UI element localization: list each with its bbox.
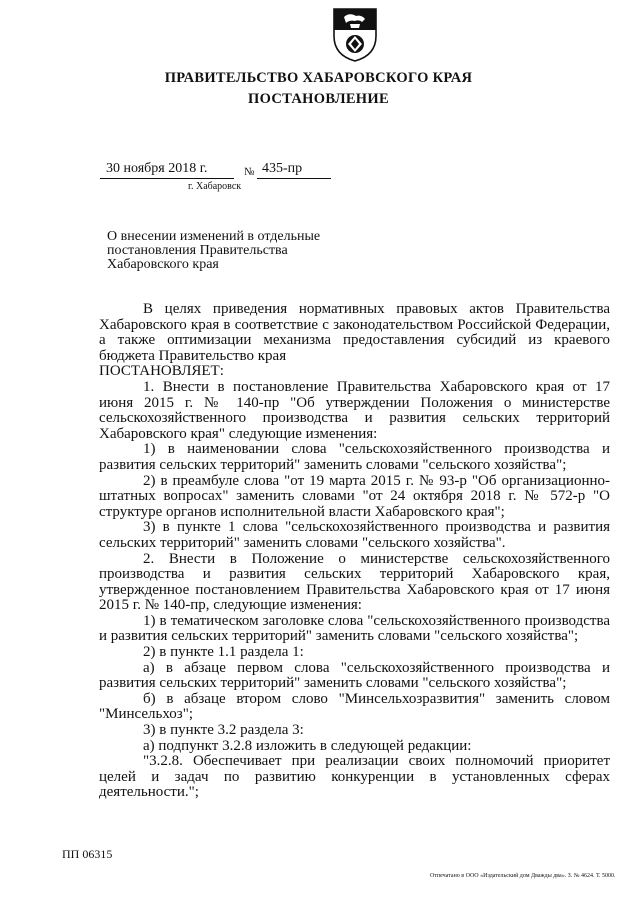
document-type-title: ПОСТАНОВЛЕНИЕ <box>248 91 389 107</box>
body-paragraph: а) в абзаце первом слова "сельскохозяйственного производства и развития сельских территорий" заменить словами "сельского хозяйства"; <box>99 659 610 692</box>
resolves-heading: ПОСТАНОВЛЯЕТ: <box>99 363 224 380</box>
body-paragraph: 2) в преамбуле слова "от 19 марта 2015 г. № 93-р "Об организационно-штатных вопросах" заменить словами "от 24 октября 2018 г. № 572-р "О структуре органов исполнительной власти Хабаровского края"; <box>99 472 610 520</box>
document-body <box>99 302 610 801</box>
body-paragraph: б) в абзаце втором слово "Минсельхозразвития" заменить словом "Минсельхоз"; <box>99 690 610 723</box>
body-paragraph: В целях приведения нормативных правовых актов Правительства Хабаровского края в соответствие с законодательством Российской Федерации, а также оптимизации механизма предоставления субсидий из краевого бюджета Правительство края <box>99 301 610 364</box>
body-paragraph: 1) в тематическом заголовке слова "сельскохозяйственного производства и развития сельских территорий" заменить словами "сельского хозяйства"; <box>99 612 610 645</box>
number-underline <box>257 178 331 179</box>
printer-imprint: Отпечатано в ООО «Издательский дом Дважды два». З. № 4624. Т. 5000. <box>430 873 616 879</box>
number-label: № <box>244 166 255 178</box>
document-city: г. Хабаровск <box>188 181 242 192</box>
document-subject: О внесении изменений в отдельные постановления Правительства Хабаровского края <box>107 229 321 272</box>
document-code: ПП 06315 <box>62 847 113 861</box>
body-paragraph: 2. Внести в Положение о министерстве сельскохозяйственного производства и развития сельских территорий Хабаровского края, утвержденное постановлением Правительства Хабаровского края от 17 июня 2015 г. № 140-пр, следующие изменения: <box>99 550 610 614</box>
document-number: 435-пр <box>262 161 303 176</box>
date-underline <box>100 178 234 179</box>
body-paragraph: 3) в пункте 1 слова "сельскохозяйственного производства и развития сельских территорий" заменить словами "сельского хозяйства". <box>99 519 610 551</box>
body-paragraph: 1) в наименовании слова "сельскохозяйственного производства и развития сельских территорий" заменить словами "сельского хозяйства"; <box>99 441 610 473</box>
government-title: ПРАВИТЕЛЬСТВО ХАБАРОВСКОГО КРАЯ <box>164 70 473 86</box>
body-paragraph: а) подпункт 3.2.8 изложить в следующей редакции: <box>143 737 472 754</box>
body-paragraph: 1. Внести в постановление Правительства Хабаровского края от 17 июня 2015 г. № 140-пр "Об утверждении Положения о министерстве сельскохозяйственного производства и развития сельских территорий Хабаровского края" следующие изменения: <box>99 378 610 442</box>
body-paragraph: 2) в пункте 1.1 раздела 1: <box>143 644 304 661</box>
document-date: 30 ноября 2018 г. <box>106 161 208 176</box>
body-paragraph: 3) в пункте 3.2 раздела 3: <box>143 722 304 739</box>
coat-of-arms-icon <box>330 6 380 62</box>
body-paragraph: "3.2.8. Обеспечивает при реализации своих полномочий приоритет целей и задач по развитию конкуренции в установленных сферах деятельности."; <box>99 753 610 801</box>
